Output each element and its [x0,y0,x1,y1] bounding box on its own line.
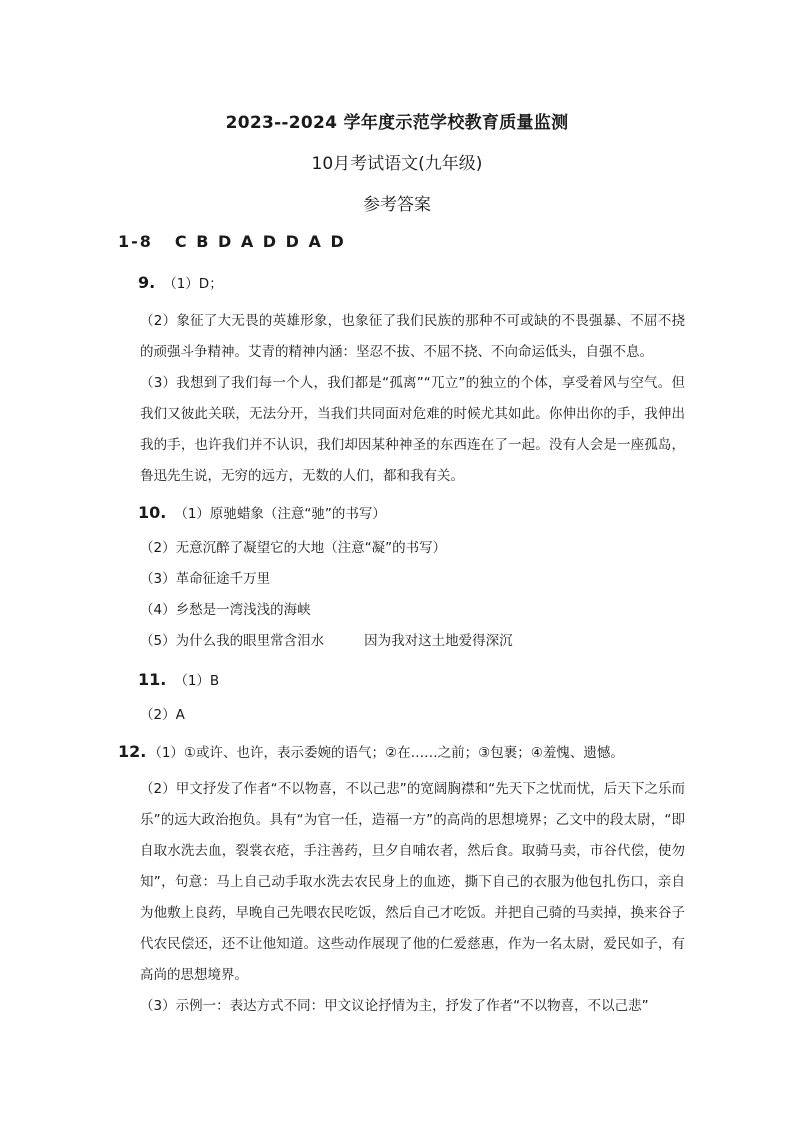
q11-part2: （2）A [140,707,185,723]
q10-part1 [138,503,386,524]
q11-number: 11. [138,670,167,689]
q1-8-answer-letters: C B D A D D A D [174,232,346,251]
q11-part1 [138,670,219,691]
q10-part4: （4）乡愁是一湾浅浅的海峡 [140,602,311,618]
q10-part3: （3）革命征途千万里 [140,571,271,587]
answer-key-heading: 参考答案 [363,195,431,215]
q10-part1-text: （1）原驰蜡象（注意“驰”的书写） [174,506,386,522]
q9-part1 [138,273,223,294]
q12-part1 [118,742,624,763]
q9-part1-text: （1）D； [163,276,223,292]
q1-8-answers [118,232,346,251]
q9-part2: （2）象征了大无畏的英雄形象，也象征了我们民族的那种不可或缺的不畏强暴、不屈不挠的顽强斗争精神。艾青的精神内涵：坚忍不拔、不屈不挠、不向命运低头，自强不息。 [140,313,685,360]
q10-number: 10. [138,503,167,522]
q12-part2: （2）甲文抒发了作者“不以物喜，不以己悲”的宽阔胸襟和“先天下之忧而忧，后天下之乐而乐”的远大政治抱负。具有“为官一任，造福一方”的高尚的思想境界；乙文中的段太尉，“即自取水洗去血，裂裳衣疮，手注善药，旦夕自哺农者，然后食。取骑马卖，市谷代偿，使勿知”，句意：马上自己动手取水洗去农民身上的血迹，撕下自己的衣服为他包扎伤口，亲自为他敷上良药，早晚自己先喂农民吃饭，然后自己才吃饭。并把自己骑的马卖掉，换来谷子代农民偿还，还不让他知道。这些动作展现了他的仁爱慈惠，作为一名太尉，爱民如子，有高尚的思想境界。 [140,781,685,983]
q10-part2: （2）无意沉醉了凝望它的大地（注意“凝”的书写） [140,540,447,556]
exam-subtitle: 10月考试语文(九年级) [311,154,483,174]
q10-part5-line-b: 因为我对这土地爱得深沉 [364,633,513,649]
q12-number: 12. [118,742,147,761]
q1-8-label: 1-8 [118,232,153,251]
q10-part5-line-a: （5）为什么我的眼里常含泪水 [140,633,325,649]
q10-part5 [140,631,513,651]
document-title: 2023--2024 学年度示范学校教育质量监测 [225,113,569,133]
q9-number: 9. [138,273,156,292]
q12-part3: （3）示例一：表达方式不同：甲文议论抒情为主，抒发了作者“不以物喜，不以己悲” [140,998,649,1014]
q11-part1-text: （1）B [174,673,220,689]
q9-part3: （3）我想到了我们每一个人，我们都是“孤离”“兀立”的独立的个体，享受着风与空气。但我们又彼此关联，无法分开，当我们共同面对危难的时候尤其如此。你伸出你的手，我伸出我的手，也许我们并不认识，我们却因某种神圣的东西连在了一起。没有人会是一座孤岛，鲁迅先生说，无穷的远方，无数的人们，都和我有关。 [140,375,685,484]
q12-part1-text: （1）①或许、也许，表示委婉的语气；②在……之前；③包裹；④羞愧、遗憾。 [148,745,624,761]
